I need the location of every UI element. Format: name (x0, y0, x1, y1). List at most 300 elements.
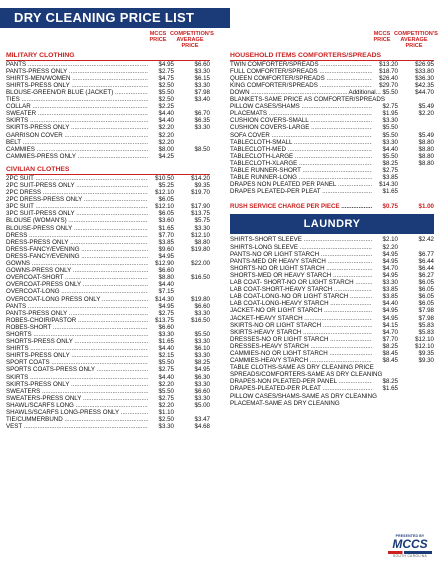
item-name: DRESS-FANCY/EVENING ..... (6, 246, 148, 253)
mccs-price: $2.25 (158, 103, 174, 111)
price-row (230, 103, 434, 110)
mccs-price: $3.30 (158, 330, 174, 338)
competition-price: $44.70 (415, 88, 434, 96)
competition-price: $19.70 (191, 189, 210, 197)
price-row (6, 366, 210, 373)
price-row (6, 232, 210, 239)
logo-region: SOUTH CAROLINA (393, 554, 427, 558)
price-row (6, 359, 210, 366)
item-name: KING COMFORTER/SPREADS ..... (230, 82, 372, 89)
laundry-list (230, 236, 434, 406)
price-row (230, 336, 434, 343)
mccs-logo (386, 534, 434, 564)
item-name: SKIRTS-PRESS ONLY ..... (6, 381, 148, 388)
item-name: SHIRTS-MEN/WOMEN ..... (6, 75, 148, 82)
competition-price: $9.35 (194, 182, 210, 190)
mccs-price: $3.85 (382, 293, 398, 301)
item-name: CUSHION COVERS-LARGE ..... (230, 124, 372, 131)
price-row (230, 251, 434, 258)
price-row (6, 203, 210, 210)
header-competition: COMPETITION'S (170, 31, 214, 37)
price-row (6, 395, 210, 402)
mccs-price: $2.20 (158, 401, 174, 409)
item-name: DRAPES-PLEATED-PER PLEAT ..... (230, 385, 372, 392)
mccs-price: $4.70 (382, 328, 398, 336)
competition-price: $1.00 (418, 203, 434, 211)
price-row (230, 96, 434, 103)
price-row (230, 364, 434, 371)
item-name: ROBES-CHOIR/PASTOR ..... (6, 317, 148, 324)
competition-price: $6.05 (418, 286, 434, 294)
competition-price: $42.35 (415, 81, 434, 89)
competition-price (174, 139, 210, 146)
header-competition: COMPETITION'S (394, 31, 438, 37)
price-row (230, 153, 434, 160)
mccs-price: $4.25 (158, 152, 174, 160)
price-row (230, 181, 434, 188)
item-name: BLOUSE (WOMAN'S) ..... (6, 217, 148, 224)
section-title: CIVILIAN CLOTHES (6, 166, 210, 175)
competition-price: $19.80 (191, 245, 210, 253)
price-row (6, 124, 210, 131)
mccs-price: $1.65 (158, 224, 174, 232)
price-row (230, 160, 434, 167)
item-name: ROBES-SHORT ..... (6, 324, 148, 331)
mccs-price: $12.90 (155, 260, 174, 268)
mccs-price: $4.40 (382, 300, 398, 308)
item-name: OVERCOAT-LONG PRESS ONLY ..... (6, 296, 148, 303)
mccs-price: $2.20 (382, 243, 398, 251)
price-row (6, 402, 210, 409)
item-name: SHORTS ..... (6, 331, 148, 338)
competition-price (398, 124, 434, 131)
price-row (230, 279, 434, 286)
competition-price (174, 132, 210, 139)
price-row (230, 75, 434, 82)
mccs-price: $12.10 (155, 189, 174, 197)
competition-price: $3.30 (194, 352, 210, 360)
competition-price: $4.68 (194, 423, 210, 431)
competition-price: $12.10 (191, 231, 210, 239)
competition-price: $12.10 (415, 342, 434, 350)
price-row (230, 343, 434, 350)
mccs-price: $1.95 (382, 110, 398, 118)
item-name: OVERCOAT-LONG ..... (6, 288, 148, 295)
price-row (6, 303, 210, 310)
item-name: TABLECLOTH-XLARGE ..... (230, 160, 372, 167)
mccs-price: $1.65 (158, 338, 174, 346)
competition-price: $14.20 (191, 174, 210, 182)
item-name: OVERCOAT-SHORT ..... (6, 274, 148, 281)
competition-price: $6.44 (418, 257, 434, 265)
price-row (6, 310, 210, 317)
competition-price: $6.60 (194, 387, 210, 395)
item-name: SHORTS-NO OR LIGHT STARCH ..... (230, 265, 372, 272)
competition-price: $8.25 (194, 359, 210, 367)
mccs-price: $0.75 (382, 203, 398, 211)
mccs-price: $8.00 (158, 145, 174, 153)
mccs-price: $8.80 (158, 274, 174, 282)
item-name: PLACEMAT-SAME AS DRY CLEANING (230, 399, 340, 407)
mccs-price: $3.30 (382, 138, 398, 146)
mccs-price: $4.95 (382, 307, 398, 315)
mccs-price: $4.40 (158, 345, 174, 353)
price-row (6, 225, 210, 232)
price-row (6, 75, 210, 82)
competition-price: $36.30 (415, 74, 434, 82)
item-name: SPREADS/COMFORTERS-SAME AS DRY CLEANING (230, 371, 383, 379)
item-name: SKIRTS-HEAVY STARCH ..... (230, 329, 372, 336)
price-row (230, 315, 434, 322)
mccs-price: $4.95 (382, 271, 398, 279)
competition-price: $5.83 (418, 328, 434, 336)
mccs-price: $2.20 (158, 131, 174, 139)
item-name: DRESSES-NO OR LIGHT STARCH ..... (230, 336, 372, 343)
competition-price: $5.50 (194, 330, 210, 338)
price-row (6, 296, 210, 303)
price-row (6, 416, 210, 423)
mccs-price: $2.75 (382, 167, 398, 175)
mccs-price: $5.50 (382, 131, 398, 139)
competition-price (174, 253, 210, 260)
mccs-price: $4.40 (158, 373, 174, 381)
price-row (6, 217, 210, 224)
item-name: SOFA COVER ..... (230, 132, 372, 139)
competition-price: $6.60 (194, 302, 210, 310)
item-name: DRESS ..... (6, 232, 148, 239)
mccs-price: $3.85 (158, 238, 174, 246)
item-name: TABLECLOTH-SMALL ..... (230, 139, 372, 146)
price-row (6, 103, 210, 110)
price-row (230, 188, 434, 195)
mccs-price: $3.30 (382, 279, 398, 287)
item-name: 2PC DRESS-PRESS ONLY ..... (6, 196, 148, 203)
mccs-price: $3.85 (382, 174, 398, 182)
item-name: LAB COAT- SHORT-NO OR LIGHT STARCH ..... (230, 279, 372, 286)
item-name: SHIRTS-LONG SLEEVE ..... (230, 244, 372, 251)
item-name: PILLOW CASES/SHAMS ..... (230, 103, 372, 110)
mccs-price: $4.95 (382, 257, 398, 265)
competition-price: $6.35 (194, 117, 210, 125)
competition-price: $6.05 (418, 279, 434, 287)
price-row (6, 324, 210, 331)
price-row (6, 317, 210, 324)
price-row (6, 246, 210, 253)
item-name: CAMMIES-NO OR LIGHT STARCH ..... (230, 350, 372, 357)
price-row (6, 388, 210, 395)
competition-price (398, 167, 434, 174)
competition-price: $7.98 (194, 88, 210, 96)
competition-price: $5.75 (194, 217, 210, 225)
item-name: CAMMIES-HEAVY STARCH ..... (230, 357, 372, 364)
item-name: BLOUSE-GREEN/DR BLUE (JACKET) ..... (6, 89, 148, 96)
item-name: DOWN ..... (230, 89, 348, 96)
mccs-price: $14.30 (155, 295, 174, 303)
mccs-price: $7.70 (158, 231, 174, 239)
mccs-price: $13.20 (379, 60, 398, 68)
item-name: CAMMIES-PRESS ONLY ..... (6, 153, 148, 160)
mccs-price: $2.75 (158, 309, 174, 317)
mccs-price: $4.95 (158, 60, 174, 68)
item-name: DRESS-FANCY/EVENING ..... (6, 253, 148, 260)
price-row (6, 423, 210, 430)
competition-price (398, 117, 434, 124)
competition-price: $8.80 (418, 152, 434, 160)
rush-service (230, 203, 434, 210)
item-name: SHORTS-PRESS ONLY ..... (6, 338, 148, 345)
mccs-price: $4.95 (158, 302, 174, 310)
competition-price: $19.80 (191, 295, 210, 303)
competition-price: $6.44 (418, 264, 434, 272)
item-name: BLANKETS-SAME PRICE AS COMFORTER/SPREADS (230, 96, 385, 104)
competition-price: $3.40 (194, 96, 210, 104)
item-name: RUSH SERVICE CHARGE PER PIECE ..... (230, 203, 372, 210)
price-row (6, 175, 210, 182)
competition-price (398, 244, 434, 251)
item-name: DRESSES-HEAVY STARCH ..... (230, 343, 372, 350)
price-row (230, 357, 434, 364)
price-row (6, 189, 210, 196)
item-name: 3PC SUIT ..... (6, 203, 148, 210)
item-name: SWEATER ..... (6, 110, 148, 117)
mccs-price: $2.20 (158, 124, 174, 132)
page-title: DRY CLEANING PRICE LIST (0, 8, 230, 28)
competition-price (174, 153, 210, 160)
header-price: PRICE (373, 37, 391, 44)
item-name: PANTS-NO OR LIGHT STARCH ..... (230, 251, 372, 258)
item-name: PANTS ..... (6, 303, 148, 310)
item-name: SPORTS COATS-PRESS ONLY ..... (6, 366, 148, 373)
price-row (230, 146, 434, 153)
competition-price: $3.30 (194, 394, 210, 402)
mccs-price: $4.40 (158, 117, 174, 125)
competition-price: $9.35 (418, 349, 434, 357)
price-row (230, 300, 434, 307)
mccs-price: $6.60 (158, 323, 174, 331)
competition-price: $17.90 (191, 203, 210, 211)
mccs-price: $18.70 (379, 67, 398, 75)
mccs-price: $2.50 (158, 96, 174, 104)
item-name: SHIRTS-PRESS ONLY ..... (6, 82, 148, 89)
price-row (6, 253, 210, 260)
mccs-price: $9.60 (158, 245, 174, 253)
right-column (230, 31, 438, 407)
mccs-price: $3.30 (158, 423, 174, 431)
mccs-price: $2.15 (158, 352, 174, 360)
item-name: SKIRTS ..... (6, 117, 148, 124)
header-mccs: MCCS (373, 31, 391, 37)
price-row (6, 117, 210, 124)
mccs-price: $29.70 (379, 81, 398, 89)
competition-price: $2.42 (418, 236, 434, 244)
competition-price (174, 103, 210, 110)
item-name: 2PC SUIT ..... (6, 175, 148, 182)
mccs-price: Additional... $5.50 (348, 88, 398, 96)
competition-price (174, 324, 210, 331)
mccs-price: $2.10 (382, 236, 398, 244)
item-name: SKIRTS-PRESS ONLY ..... (6, 124, 148, 131)
price-row (230, 244, 434, 251)
price-row (230, 272, 434, 279)
competition-price: $7.98 (418, 307, 434, 315)
competition-price: $16.50 (191, 274, 210, 282)
competition-price (398, 378, 434, 385)
mccs-price: $4.75 (158, 74, 174, 82)
price-row (6, 239, 210, 246)
competition-price: $6.77 (418, 250, 434, 258)
header-mccs: MCCS (149, 31, 167, 37)
competition-price: $5.00 (194, 401, 210, 409)
price-row (230, 293, 434, 300)
price-row (230, 265, 434, 272)
item-name: SPORT COATS ..... (6, 359, 148, 366)
mccs-price: $8.25 (382, 159, 398, 167)
mccs-price: $6.60 (158, 267, 174, 275)
price-row (230, 385, 434, 392)
mccs-price: $2.75 (382, 103, 398, 111)
item-name: BLOUSE-PRESS ONLY ..... (6, 225, 148, 232)
price-row (6, 82, 210, 89)
item-name: SKIRTS ..... (6, 374, 148, 381)
item-name: TABLECLOTH-MED ..... (230, 146, 372, 153)
mccs-price: $8.45 (382, 357, 398, 365)
competition-price (398, 174, 434, 181)
item-name: TIES ..... (6, 96, 148, 103)
mccs-price: $5.50 (382, 152, 398, 160)
item-name: 2PC DRESS ..... (6, 189, 148, 196)
mccs-price: $6.05 (158, 196, 174, 204)
item-name: PANTS-PRESS ONLY ..... (6, 310, 148, 317)
competition-price: $5.83 (418, 321, 434, 329)
price-row (230, 322, 434, 329)
price-row (6, 68, 210, 75)
mccs-price: $2.50 (158, 81, 174, 89)
column-headers (6, 31, 214, 50)
competition-price (174, 409, 210, 416)
competition-price: $3.30 (194, 224, 210, 232)
item-name: DRAPES PLEATED-PER PLEAT ..... (230, 188, 372, 195)
competition-price: $26.95 (415, 60, 434, 68)
competition-price: $3.30 (194, 309, 210, 317)
mccs-price: $2.75 (158, 366, 174, 374)
competition-price (174, 281, 210, 288)
price-row (230, 61, 434, 68)
item-name: TIE/CUMMERBUND ..... (6, 416, 148, 423)
item-name: DRAPES-NON PLEATED-PER PANEL ..... (230, 378, 372, 385)
price-row (230, 286, 434, 293)
price-row (6, 345, 210, 352)
item-name: SKIRTS-NO OR LIGHT STARCH ..... (230, 322, 372, 329)
price-row (6, 267, 210, 274)
item-name: GARRISON COVER ..... (6, 132, 148, 139)
mccs-price: $2.75 (158, 394, 174, 402)
item-name: PANTS-PRESS ONLY ..... (6, 68, 148, 75)
competition-price: $6.60 (194, 60, 210, 68)
item-name: DRAPES NON PLEATED PER PANEL ..... (230, 181, 372, 188)
item-name: PILLOW CASES/SHAMS-SAME AS DRY CLEANING (230, 392, 377, 400)
mccs-price: $1.65 (382, 385, 398, 393)
item-name: CUSHION COVERS-SMALL ..... (230, 117, 372, 124)
mccs-price: $5.25 (158, 182, 174, 190)
mccs-price: $4.40 (158, 110, 174, 118)
price-row (6, 196, 210, 203)
mccs-price: $4.95 (382, 250, 398, 258)
mccs-price: $10.50 (155, 174, 174, 182)
competition-price: $3.30 (194, 81, 210, 89)
competition-price (174, 288, 210, 295)
competition-price: $4.95 (194, 366, 210, 374)
mccs-price: $8.25 (382, 342, 398, 350)
price-row (230, 117, 434, 124)
mccs-price: $3.85 (382, 286, 398, 294)
item-name: SWEATERS-PRESS ONLY ..... (6, 395, 148, 402)
competition-price: $3.47 (194, 416, 210, 424)
competition-price (398, 385, 434, 392)
item-name: SHORTS-MED OR HEAVY STARCH ..... (230, 272, 372, 279)
price-row (6, 89, 210, 96)
price-row (230, 329, 434, 336)
item-name: SHIRTS ..... (6, 345, 148, 352)
competition-price: $22.00 (191, 260, 210, 268)
price-row (230, 132, 434, 139)
competition-price: $6.15 (194, 74, 210, 82)
price-row (6, 331, 210, 338)
mccs-price: $4.95 (158, 252, 174, 260)
header-average-price: AVERAGE PRICE (400, 37, 428, 50)
item-name: LAB COAT-LONG-HEAVY STARCH ..... (230, 300, 372, 307)
mccs-price: $7.70 (382, 335, 398, 343)
item-name: JACKET-HEAVY STARCH ..... (230, 315, 372, 322)
competition-price: $6.10 (194, 345, 210, 353)
item-name: 2PC SUIT-PRESS ONLY ..... (6, 182, 148, 189)
mccs-price: $5.50 (158, 88, 174, 96)
price-row (6, 110, 210, 117)
price-row (230, 82, 434, 89)
item-name: TABLE CLOTHS-SAME AS DRY CLEANING PRICE (230, 364, 374, 372)
price-row (6, 260, 210, 267)
item-name: OVERCOAT-PRESS ONLY ..... (6, 281, 148, 288)
mccs-price: $3.60 (158, 217, 174, 225)
competition-price: $6.30 (194, 373, 210, 381)
item-name: TABLE RUNNER-LONG ..... (230, 174, 372, 181)
price-row (6, 132, 210, 139)
item-name: SWEATERS ..... (6, 388, 148, 395)
item-name: SHAWL/SCARFS LONG ..... (6, 402, 148, 409)
price-row (230, 203, 434, 210)
mccs-price: $2.20 (158, 380, 174, 388)
item-name: SHIRTS-PRESS ONLY ..... (6, 352, 148, 359)
competition-price: $8.80 (418, 145, 434, 153)
item-name: GOWNS ..... (6, 260, 148, 267)
header-price: PRICE (149, 37, 167, 44)
section-title: MILITARY CLOTHING (6, 52, 210, 61)
item-name: CAMMIES ..... (6, 146, 148, 153)
item-name: BELT ..... (6, 139, 148, 146)
price-row (6, 352, 210, 359)
section-title-household: HOUSEHOLD ITEMS COMFORTERS/SPREADS (230, 52, 434, 61)
competition-price: $3.30 (194, 124, 210, 132)
competition-price: $8.80 (418, 138, 434, 146)
competition-price: $5.49 (418, 131, 434, 139)
mccs-price: $2.50 (158, 416, 174, 424)
price-row (6, 61, 210, 68)
item-name: FULL COMFORTER/SPREADS ..... (230, 68, 372, 75)
competition-price (398, 181, 434, 188)
item-name: VEST ..... (6, 423, 148, 430)
price-row (6, 274, 210, 281)
price-row (6, 210, 210, 217)
price-row (230, 393, 434, 400)
